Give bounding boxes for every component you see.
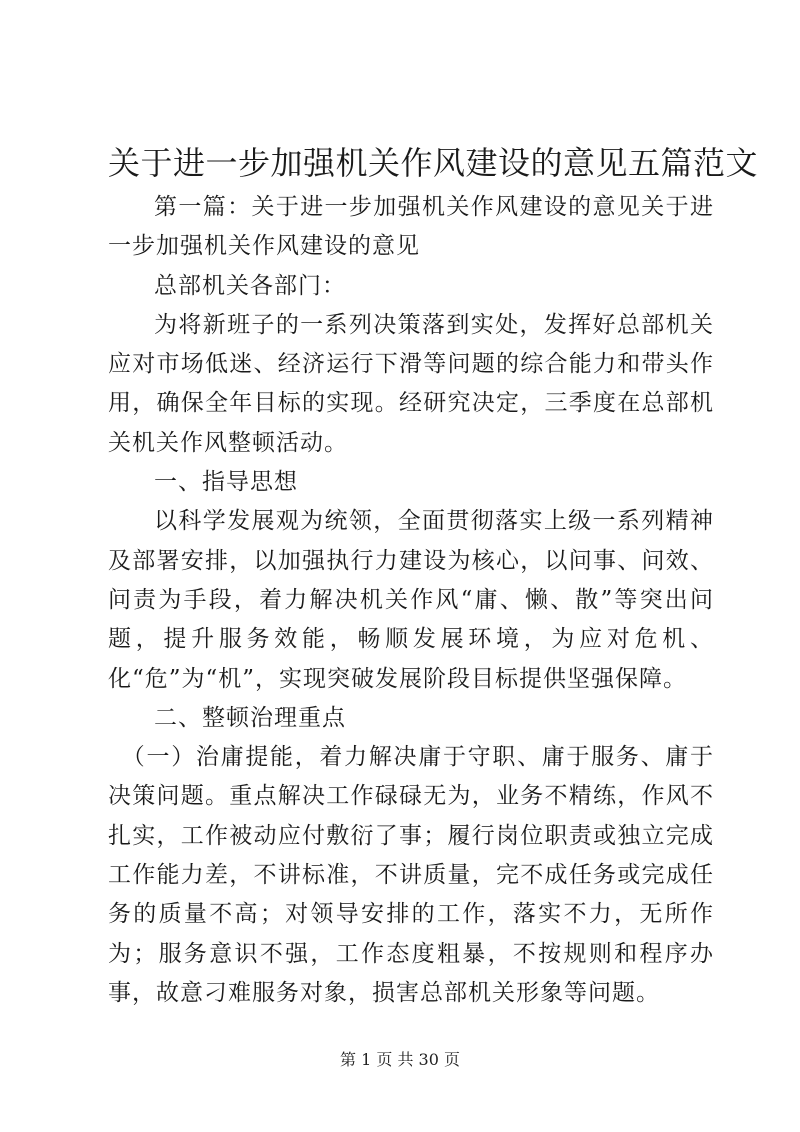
- section-heading-guiding-thought: 一、指导思想: [154, 469, 298, 496]
- salutation: 总部机关各部门：: [154, 272, 346, 299]
- rectification-paragraph: （一）治庸提能，着力解决庸于守职、庸于服务、庸于决策问题。重点解决工作碌碌无为，业务不精练，作风不扎实，工作被动应付敷衍了事；履行岗位职责或独立完成工作能力差，不讲标准，不讲质量，完不成任务或完成任务的质量不高；对领导安排的工作，落实不力，无所作为；服务意识不强，工作态度粗暴，不按规则和程序办事，故意刁难服务对象，损害总部机关形象等问题。: [108, 744, 714, 1006]
- intro-paragraph: 为将新班子的一系列决策落到实处，发挥好总部机关应对市场低迷、经济运行下滑等问题的综合能力和带头作用，确保全年目标的实现。经研究决定，三季度在总部机关机关作风整顿活动。: [108, 311, 714, 456]
- section-heading-part-one: 第一篇：关于进一步加强机关作风建设的意见关于进一步加强机关作风建设的意见: [108, 194, 714, 260]
- document-title: 关于进一步加强机关作风建设的意见五篇范文: [108, 144, 759, 182]
- guiding-thought-paragraph: 以科学发展观为统领，全面贯彻落实上级一系列精神及部署安排，以加强执行力建设为核心，以问事、问效、问责为手段，着力解决机关作风“庸、懒、散”等突出问题，提升服务效能，畅顺发展环境，为应对危机、化“危”为“机”，实现突破发展阶段目标提供坚强保障。: [108, 508, 714, 692]
- page-footer: 第 1 页 共 30 页: [340, 1050, 460, 1069]
- document-body: [108, 188, 714, 1013]
- section-heading-rectification-focus: 二、整顿治理重点: [154, 704, 346, 731]
